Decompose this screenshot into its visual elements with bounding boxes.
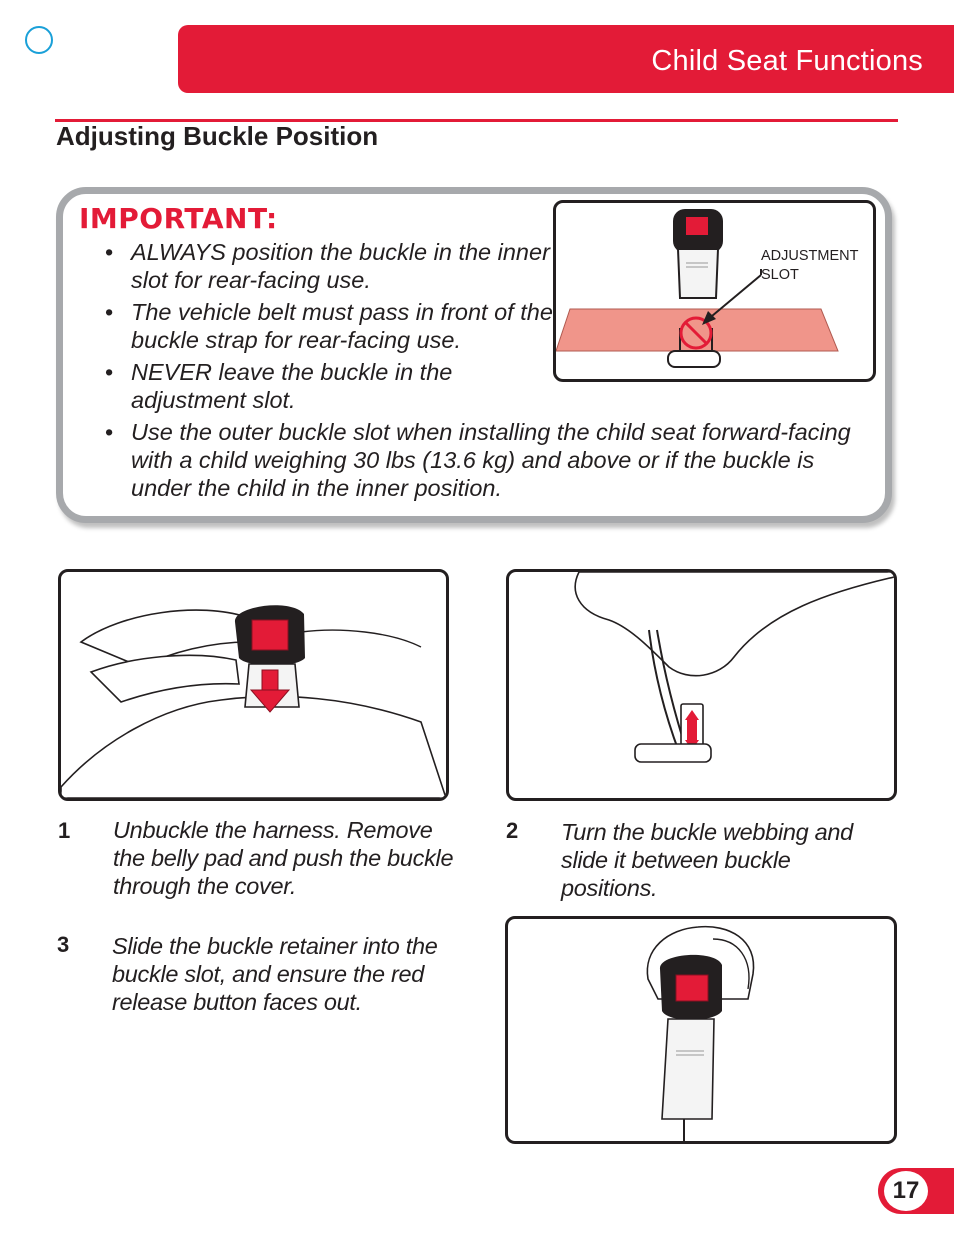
header-bar [178,25,954,93]
step-2-number: 2 [506,818,519,843]
step-2-illustration [506,569,897,801]
step-2-text: Turn the buckle webbing and slide it between buckle positions. [561,819,853,901]
important-label: IMPORTANT: [79,202,278,235]
important-bullet: • NEVER leave the buckle in the adjustment slot. [105,358,561,414]
important-bullet: • The vehicle belt must pass in front of the buckle strap for rear-facing use. [105,298,561,354]
hand [575,572,894,676]
important-bullet: • ALWAYS position the buckle in the inner slot for rear-facing use. [105,238,561,294]
adjustment-slot-label: ADJUSTMENT SLOT [761,248,859,283]
buckle-strap [678,249,718,298]
page-number: 17 [884,1171,928,1211]
buckle-strap [662,1019,714,1119]
release-button [252,620,288,650]
slide-arrow-icon [687,718,697,742]
adjustment-slot-diagram [553,200,876,382]
step-1-number: 1 [58,818,71,843]
vehicle-belt-band [556,309,838,351]
child-body [61,696,446,798]
buckle-retainer [635,744,711,762]
push-down-arrow-icon [262,670,278,692]
important-bullet: • Use the outer buckle slot when installing the child seat forward-facing with a child weighing 30 lbs (13.6 kg) and above or if the buckle is under the child in the inner position. [105,418,871,502]
important-callout [56,187,892,523]
step-3-text: Slide the buckle retainer into the buckle slot, and ensure the red release button faces out. [112,933,438,1015]
corner-registration-circle [25,26,53,54]
page-number-tab [878,1168,954,1214]
step-1-illustration [58,569,449,801]
release-button [686,217,708,235]
buckle-slot-illustration [556,203,873,379]
hand-middle [91,655,239,702]
step-3-number: 3 [57,932,70,957]
buckle-retainer [668,351,720,367]
section-title: Adjusting Buckle Position [56,121,379,151]
step-3-illustration [505,916,897,1144]
header-title: Child Seat Functions [651,45,923,77]
step-1-text: Unbuckle the harness. Remove the belly pad and push the buckle through the cover. [113,817,454,899]
release-button [676,975,708,1001]
